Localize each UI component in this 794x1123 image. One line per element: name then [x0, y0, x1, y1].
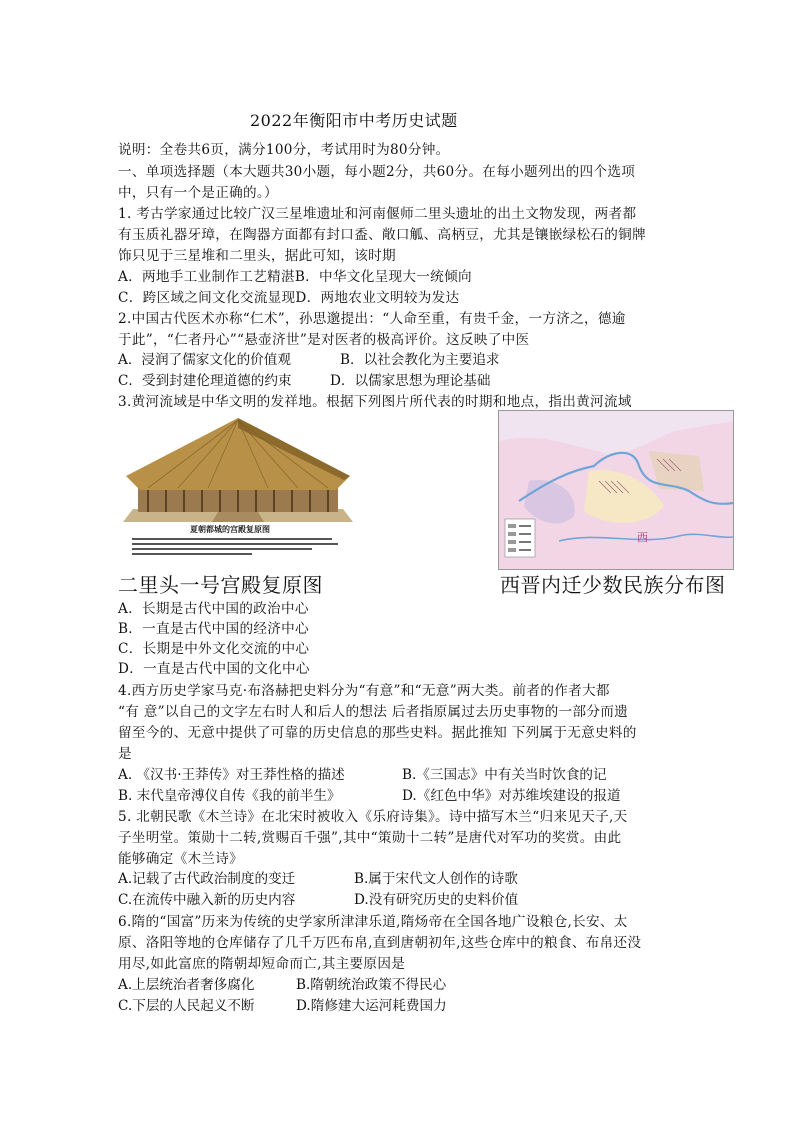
- exam-instructions: 说明：全卷共6页，满分100分，考试用时为80分钟。: [118, 142, 450, 158]
- q4-option-d: D.《红色中华》对苏维埃建设的报道: [402, 788, 621, 804]
- q5-option-d: D.没有研究历史的史料价值: [354, 892, 519, 908]
- palace-reconstruction-image: [118, 414, 358, 564]
- q6-option-a: A.上层统治者奢侈腐化: [118, 977, 255, 993]
- q2-option-a: A．浸润了儒家文化的价值观: [118, 352, 291, 368]
- q3-option-c: C．长期是中外文化交流的中心: [118, 641, 310, 657]
- palace-image-inner-title: 夏朝都城的宫殿复原图: [190, 525, 270, 534]
- q4-stem-line3: 留至今的、无意中提供了可靠的历史信息的那些史料。据此推知 下列属于无意史料的: [118, 725, 637, 741]
- q4-stem-line1: 4.西方历史学家马克·布洛赫把史料分为“有意”和“无意”两大类。前者的作者大都: [118, 683, 610, 699]
- q6-stem-line1: 6.隋的“国富”历来为传统的史学家所津津乐道,隋炀帝在全国各地广设粮仓,长安、太: [118, 914, 628, 930]
- q3-option-b: B．一直是古代中国的经济中心: [118, 621, 309, 637]
- palace-illustration: [118, 414, 358, 564]
- palace-image-caption: 二里头一号宫殿复原图: [118, 573, 323, 597]
- q4-option-b: B.《三国志》中有关当时饮食的记: [402, 767, 607, 783]
- q5-option-c: C.在流传中融入新的历史内容: [118, 892, 296, 908]
- q1-stem-line3: 饰只见于三星堆和二里头，据此可知，该时期: [118, 248, 396, 264]
- q3-option-d: D．一直是古代中国的文化中心: [118, 661, 310, 677]
- q1-stem-line2: 有玉质礼器牙璋，在陶器方面都有封口盉、敞口觚、高柄豆，尤其是镶嵌绿松石的铜牌: [118, 227, 646, 243]
- q5-option-a: A.记载了古代政治制度的变迁: [118, 871, 296, 887]
- exam-title: 2022年衡阳市中考历史试题: [250, 111, 458, 130]
- q4-stem-line4: 是: [118, 746, 132, 762]
- q5-stem-line1: 5. 北朝民歌《木兰诗》在北宋时被收入《乐府诗集》。诗中描写木兰“归来见天子,天: [118, 809, 628, 825]
- q4-option-c: B. 末代皇帝溥仪自传《我的前半生》: [118, 788, 341, 804]
- q6-stem-line2: 原、洛阳等地的仓库储存了几千万匹布帛,直到唐朝初年,这些仓库中的粮食、布帛还没: [118, 935, 642, 951]
- q4-option-a: A. 《汉书·王莽传》对王莽性格的描述: [118, 767, 345, 783]
- map-region-label: 西: [637, 531, 648, 544]
- q2-stem-line1: 2.中国古代医术亦称“仁术”，孙思邈提出：“人命至重，有贵千金，一方济之，德逾: [118, 311, 626, 327]
- section-heading-line2: 中，只有一个是正确的。）: [118, 185, 278, 201]
- q6-option-d: D.隋修建大运河耗费国力: [296, 998, 447, 1014]
- q5-stem-line2: 子坐明堂。策勋十二转,赏赐百千强”,其中“策勋十二转”是唐代对军功的奖赏。由此: [118, 830, 622, 846]
- q2-option-c: C．受到封建伦理道德的约束: [118, 373, 292, 389]
- q2-option-d: D．以儒家思想为理论基础: [330, 373, 491, 389]
- q6-option-b: B.隋朝统治政策不得民心: [296, 977, 447, 993]
- q6-option-c: C.下层的人民起义不断: [118, 998, 255, 1014]
- q6-stem-line3: 用尽,如此富庶的隋朝却短命而亡,其主要原因是: [118, 956, 406, 972]
- q5-stem-line3: 能够确定《木兰诗》: [118, 851, 244, 867]
- q5-option-b: B.属于宋代文人创作的诗歌: [354, 871, 518, 887]
- q3-stem: 3.黄河流域是中华文明的发祥地。根据下列图片所代表的时期和地点，指出黄河流域: [118, 394, 632, 410]
- section-heading-line1: 一、单项选择题（本大题共30小题，每小题2分，共60分。在每小题列出的四个选项: [118, 164, 636, 180]
- q1-options-ab: A．两地手工业制作工艺精湛B．中华文化呈现大一统倾向: [118, 269, 472, 285]
- map-illustration: [499, 411, 733, 569]
- q2-stem-line2: 于此”，“仁者丹心”“悬壶济世”是对医者的极高评价。这反映了中医: [118, 332, 530, 348]
- q3-option-a: A．长期是古代中国的政治中心: [118, 601, 309, 617]
- map-image-caption: 西晋内迁少数民族分布图: [500, 573, 726, 597]
- q1-stem-line1: 1. 考古学家通过比较广汉三星堆遗址和河南偃师二里头遗址的出土文物发现，两者都: [118, 206, 637, 222]
- q4-stem-line2: “有 意”以自己的文字左右时人和后人的想法 后者指原属过去历史事物的一部分而遗: [118, 704, 629, 720]
- q1-options-cd: C．跨区域之间文化交流显现D．两地农业文明较为发达: [118, 290, 460, 306]
- q2-option-b: B．以社会教化为主要追求: [340, 352, 500, 368]
- western-jin-map-image: [498, 410, 734, 570]
